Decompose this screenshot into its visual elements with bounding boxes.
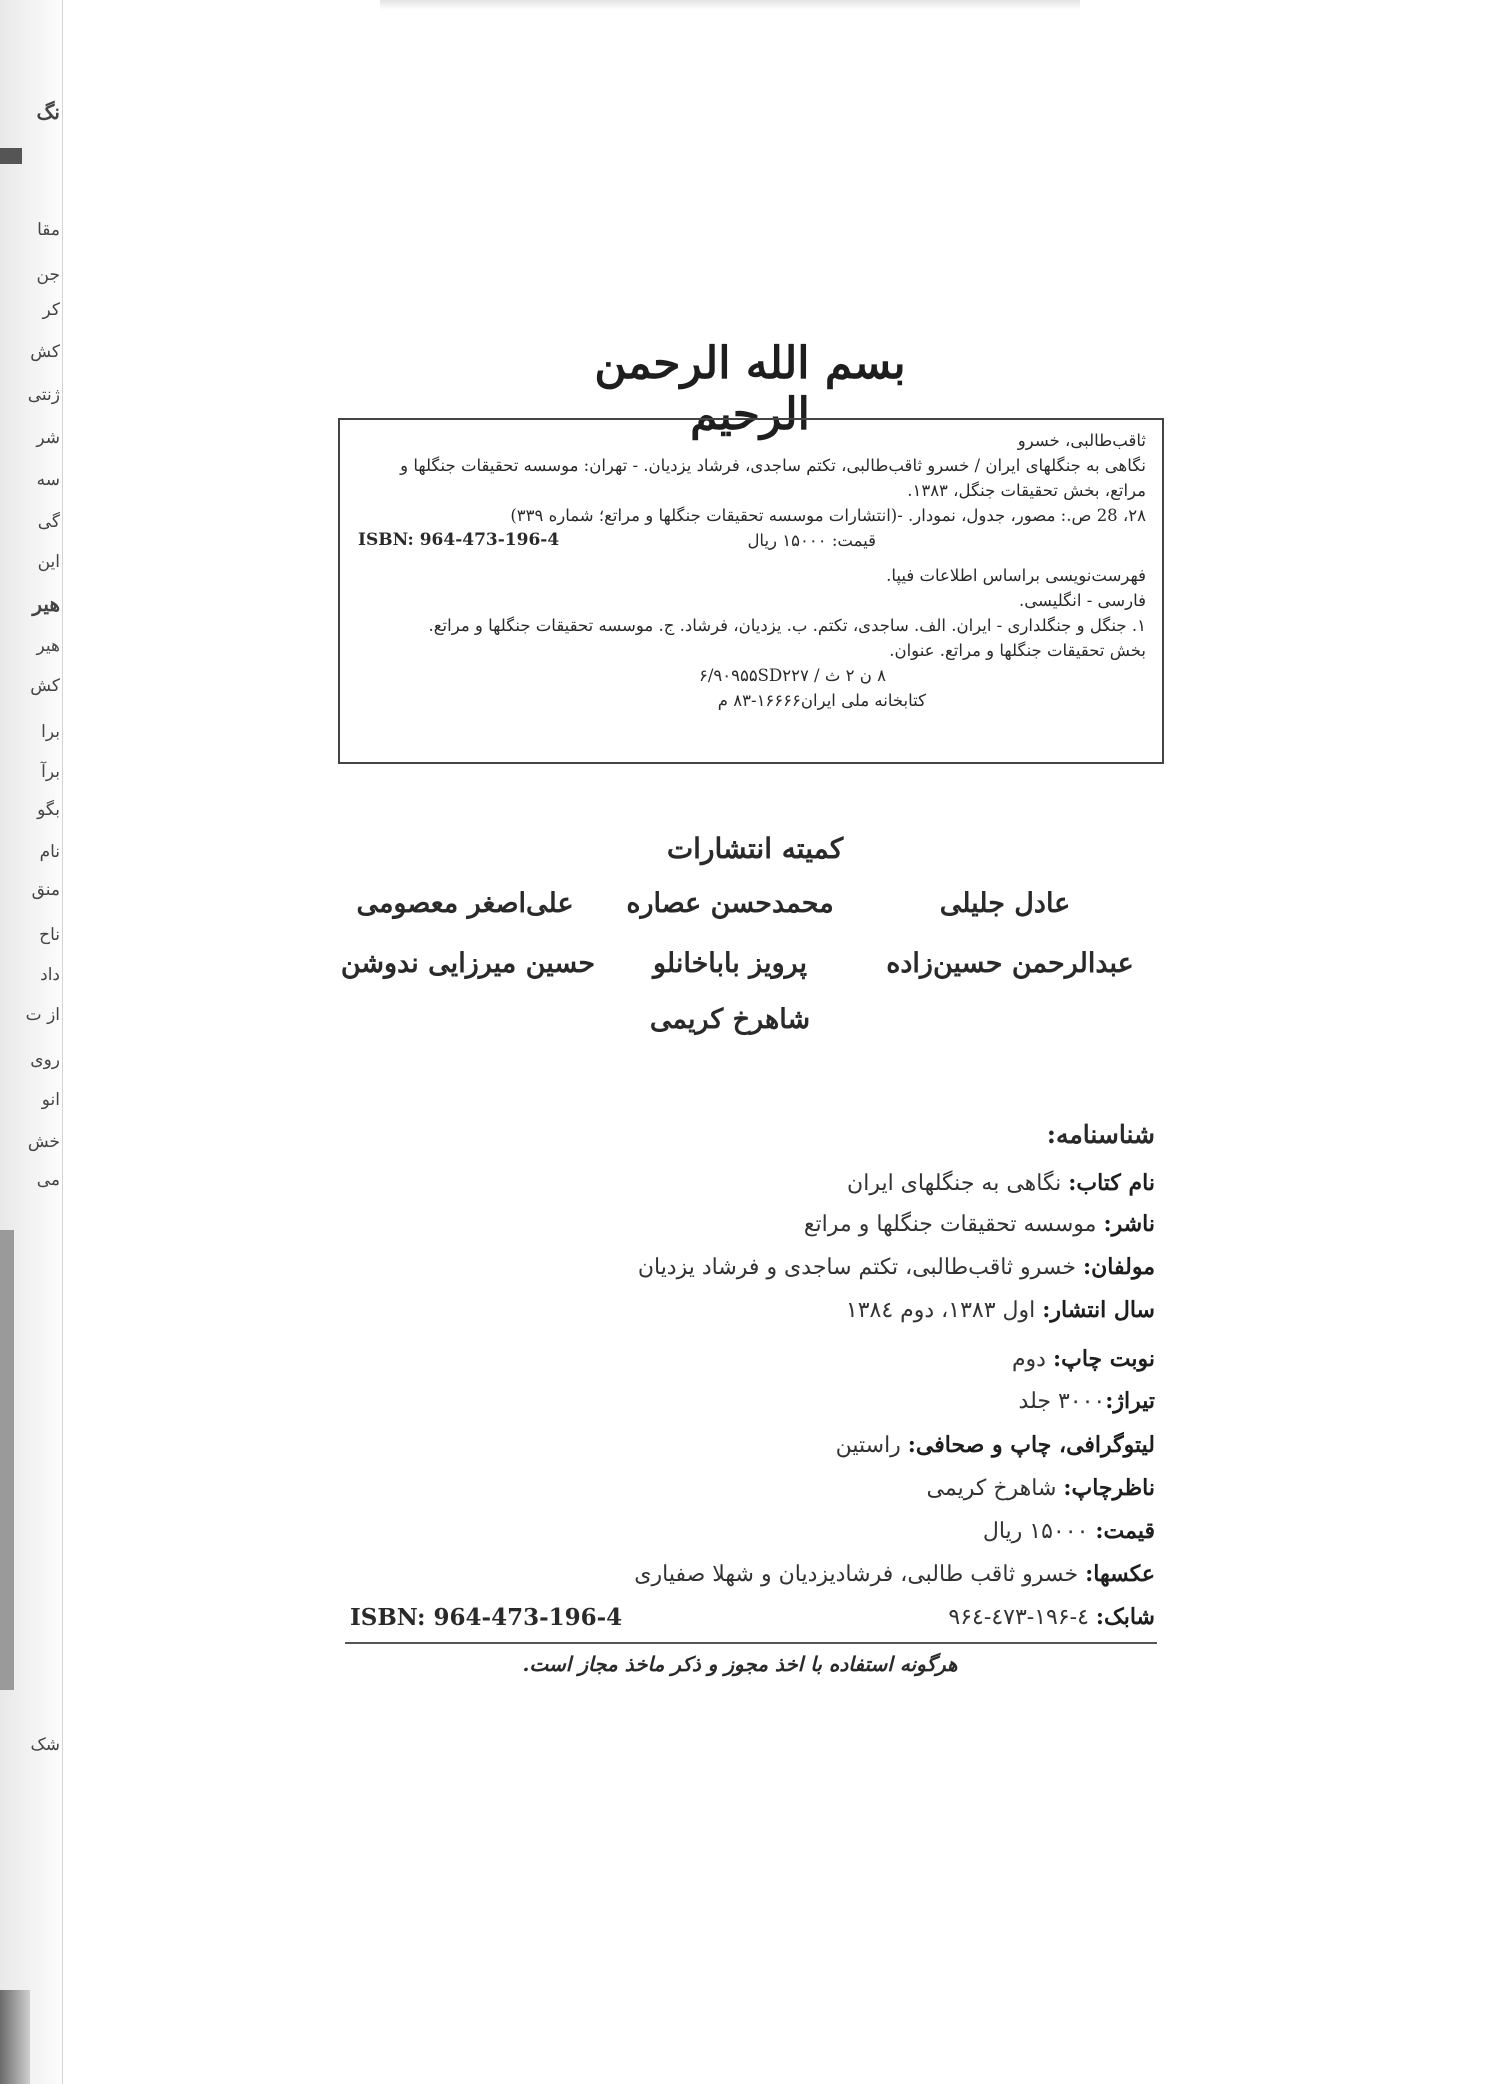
cip-fipa: فهرست‌نویسی براساس اطلاعات فیپا. (886, 566, 1146, 585)
identity-row (948, 1604, 1155, 1630)
cip-subjects: ۱. جنگل و جنگلداری - ایران. الف. ساجدی، تکتم. ب. یزدیان، فرشاد. ج. موسسه تحقیقات جنگلها و مراتع. (428, 616, 1146, 635)
identity-row (1019, 1388, 1155, 1414)
margin-fragment: شک (30, 1735, 60, 1755)
identity-label: ناشر: (1103, 1211, 1155, 1237)
identity-label: ناظرچاپ: (1063, 1475, 1155, 1501)
footer-divider (345, 1642, 1157, 1644)
identity-value: ۱۵۰۰۰ ریال (982, 1519, 1096, 1544)
identity-value: دوم (1011, 1347, 1053, 1372)
identity-label: شابک: (1095, 1604, 1155, 1630)
cip-isbn: ISBN: 964-473-196-4 (358, 530, 560, 550)
committee-member: علی‌اصغر معصومی (356, 888, 574, 919)
cip-catalog-box (338, 418, 1164, 764)
committee-member: محمدحسن عصاره (626, 888, 834, 919)
identity-value: خسرو ثاقب‌طالبی، تکتم ساجدی و فرشاد یزدیان (637, 1255, 1084, 1280)
cip-price: قیمت: ۱۵۰۰۰ ریال (747, 531, 876, 550)
margin-fragment: کر (42, 300, 60, 320)
cip-classification: ۸ ن ۲ ث / ۶/۹۰۹۵۵SD۲۲۷ (698, 666, 886, 685)
margin-fragment: مقا (37, 220, 60, 240)
margin-fragment: روی (30, 1050, 60, 1070)
identity-row (847, 1170, 1155, 1196)
cip-library-row (358, 688, 1146, 713)
margin-fragment: می (36, 1170, 60, 1190)
identity-label: عکسها: (1085, 1561, 1155, 1587)
committee-member: حسین میرزایی ندوشن (340, 948, 596, 979)
identity-value: ۳۰۰۰ جلد (1018, 1389, 1106, 1414)
identity-title: شناسنامه: (1046, 1120, 1155, 1149)
cip-physical: ۲۸، 28 ص.: مصور، جدول، نمودار. -(انتشارات موسسه تحقیقات جنگلها و مراتع؛ شماره ۳۳۹) (510, 506, 1146, 525)
margin-fragment: برآ (41, 762, 60, 782)
footer-note: هرگونه استفاده با اخذ مجوز و ذکر ماخذ مجاز است. (522, 1652, 958, 1676)
identity-value: ٤-۱۹۶-٤۷۳-۹۶٤ (948, 1605, 1096, 1630)
scan-shadow (380, 0, 1080, 10)
identity-row (804, 1211, 1155, 1237)
identity-label: قیمت: (1095, 1518, 1155, 1544)
identity-row (846, 1297, 1155, 1323)
margin-fragment: خش (27, 1132, 60, 1152)
cip-subjects: بخش تحقیقات جنگلها و مراتع. عنوان. (889, 641, 1146, 660)
identity-value: راستین (835, 1433, 908, 1458)
identity-row (634, 1561, 1155, 1587)
margin-fragment: انو (41, 1090, 60, 1110)
binding-shadow (0, 1990, 30, 2084)
margin-fragment: بگو (37, 800, 60, 820)
identity-value: موسسه تحقیقات جنگلها و مراتع (803, 1212, 1104, 1237)
margin-fragment: گی (37, 512, 60, 532)
adjacent-page-edge (0, 0, 63, 2084)
identity-row (638, 1254, 1155, 1280)
margin-fragment: شر (36, 428, 60, 448)
identity-row (927, 1475, 1155, 1501)
margin-fragment: داد (40, 965, 60, 985)
margin-fragment: نام (39, 842, 60, 862)
margin-fragment: کش (30, 342, 60, 362)
margin-fragment: برا (41, 722, 60, 742)
margin-gray-strip (0, 1230, 14, 1690)
margin-fragment: منق (31, 880, 60, 900)
margin-fragment: هیر (36, 636, 60, 656)
cip-language: فارسی - انگلیسی. (1019, 591, 1146, 610)
bismillah-heading: بسم الله الرحمن الرحیم (594, 338, 906, 440)
identity-value: شاهرخ کریمی (926, 1476, 1064, 1501)
cip-title-line: مراتع، بخش تحقیقات جنگل، ۱۳۸۳. (907, 481, 1146, 500)
identity-value: اول ۱۳۸۳، دوم ۱۳۸٤ (845, 1298, 1043, 1323)
identity-label: سال انتشار: (1042, 1297, 1155, 1323)
margin-fragment: نگ (36, 100, 60, 124)
margin-fragment: کش (30, 676, 60, 696)
committee-member: پرویز باباخانلو (652, 948, 808, 979)
margin-dark-bar (0, 148, 22, 164)
cip-library: کتابخانه ملی ایران (800, 691, 926, 710)
margin-fragment: جن (36, 265, 60, 285)
margin-fragment: این (37, 552, 60, 572)
margin-fragment: ناح (39, 925, 60, 945)
identity-value: نگاهی به جنگلهای ایران (847, 1171, 1069, 1196)
margin-fragment: سه (36, 470, 60, 490)
identity-label: نوبت چاپ: (1052, 1346, 1155, 1372)
identity-row (836, 1432, 1155, 1458)
margin-fragment: ژنتی (27, 385, 60, 405)
cip-library-number: ۸۳-۱۶۶۶۶ م (717, 691, 801, 710)
identity-row (983, 1518, 1155, 1544)
identity-row (1012, 1346, 1155, 1372)
cip-title-line: نگاهی به جنگلهای ایران / خسرو ثاقب‌طالبی، تکتم ساجدی، فرشاد یزدیان. - تهران: موسسه تحقیقات جنگلها و (400, 456, 1146, 475)
identity-label: لیتوگرافی، چاپ و صحافی: (907, 1432, 1155, 1458)
committee-member: شاهرخ کریمی (649, 1004, 811, 1035)
committee-title: کمیته انتشارات (666, 832, 844, 865)
margin-fragment: هیر (32, 592, 60, 616)
identity-label: تیراژ: (1105, 1388, 1155, 1414)
identity-value: خسرو ثاقب طالبی، فرشادیزدیان و شهلا صفیاری (634, 1562, 1086, 1587)
isbn-footer: ISBN: 964-473-196-4 (350, 1604, 623, 1631)
identity-label: نام کتاب: (1068, 1170, 1155, 1196)
cip-price-row (358, 528, 1146, 553)
committee-member: عادل جلیلی (939, 888, 1071, 919)
identity-label: مولفان: (1083, 1254, 1155, 1280)
margin-fragment: از ت (25, 1005, 60, 1025)
cip-author: ثاقب‌طالبی، خسرو (1017, 431, 1146, 450)
committee-member: عبدالرحمن حسین‌زاده (886, 948, 1134, 979)
